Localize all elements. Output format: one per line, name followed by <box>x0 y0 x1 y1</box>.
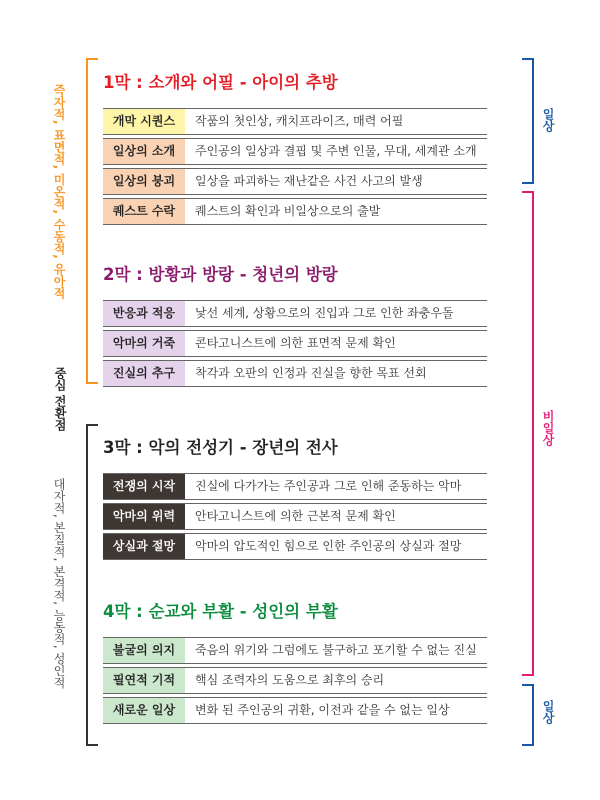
row-tag: 새로운 일상 <box>103 698 185 723</box>
row-tag: 악마의 거죽 <box>103 331 185 356</box>
act-row <box>103 637 487 664</box>
act-row <box>103 138 487 165</box>
act-title: 1막 : 소개와 어필 - 아이의 추방 <box>103 73 338 92</box>
row-tag: 전쟁의 시작 <box>103 474 185 499</box>
row-desc: 낯선 세계, 상황으로의 진입과 그로 인한 좌충우돌 <box>195 306 454 320</box>
act-row <box>103 300 487 327</box>
act-row <box>103 473 487 500</box>
row-tag: 필연적 기적 <box>103 668 185 693</box>
row-tag: 진실의 추구 <box>103 361 185 386</box>
left-bottom-label: 대자적, 본질적, 본격적, 능동적, 성인적 <box>52 478 66 689</box>
row-desc: 주인공의 일상과 결핍 및 주변 인물, 무대, 세계관 소개 <box>195 144 477 158</box>
row-desc: 퀘스트의 확인과 비일상으로의 출발 <box>195 204 381 218</box>
act-row <box>103 697 487 724</box>
act-row <box>103 533 487 560</box>
right-bottom-label: 일상 <box>541 700 555 724</box>
right-middle-label: 비일상 <box>541 410 555 446</box>
act-row <box>103 198 487 225</box>
act-title: 3막 : 악의 전성기 - 장년의 전사 <box>103 438 338 457</box>
act-2 <box>103 261 487 390</box>
row-tag: 일상의 붕괴 <box>103 169 185 194</box>
row-desc: 핵심 조력자의 도움으로 최후의 승리 <box>195 673 385 687</box>
act-row <box>103 330 487 357</box>
right-top-label: 일상 <box>541 108 555 132</box>
row-desc: 안타고니스트에 의한 근본적 문제 확인 <box>195 509 396 523</box>
left-top-label: 즉자적, 표면적, 미온적, 수동적, 유아적 <box>52 84 66 299</box>
row-desc: 죽음의 위기와 그럼에도 불구하고 포기할 수 없는 진실 <box>195 643 477 657</box>
act-1 <box>103 69 487 228</box>
act-4 <box>103 598 487 727</box>
act-3 <box>103 434 487 563</box>
row-tag: 일상의 소개 <box>103 139 185 164</box>
act-title: 2막 : 방황과 방랑 - 청년의 방랑 <box>103 265 338 284</box>
row-desc: 작품의 첫인상, 캐치프라이즈, 매력 어필 <box>195 114 404 128</box>
left-center-label: 중심 전환점 <box>53 367 67 432</box>
left-bracket-orange <box>86 58 98 384</box>
right-bracket-middle <box>522 191 534 676</box>
act-row <box>103 667 487 694</box>
row-desc: 착각과 오판의 인정과 진실을 향한 목표 선회 <box>195 366 427 380</box>
act-row <box>103 168 487 195</box>
right-bracket-top <box>522 58 534 184</box>
act-row <box>103 360 487 387</box>
right-bracket-bottom <box>522 684 534 746</box>
row-tag: 불굴의 의지 <box>103 638 185 663</box>
act-row <box>103 503 487 530</box>
row-tag: 반응과 적응 <box>103 301 185 326</box>
row-tag: 개막 시퀀스 <box>103 109 185 134</box>
act-title: 4막 : 순교와 부활 - 성인의 부활 <box>103 602 338 621</box>
row-desc: 진실에 다가가는 주인공과 그로 인해 준동하는 악마 <box>195 479 462 493</box>
row-tag: 상실과 절망 <box>103 534 185 559</box>
row-desc: 일상을 파괴하는 재난같은 사건 사고의 발생 <box>195 174 423 188</box>
row-desc: 악마의 압도적인 힘으로 인한 주인공의 상실과 절망 <box>195 539 462 553</box>
row-desc: 콘타고니스트에 의한 표면적 문제 확인 <box>195 336 396 350</box>
act-row <box>103 108 487 135</box>
row-desc: 변화 된 주인공의 귀환, 이전과 같을 수 없는 일상 <box>195 703 450 717</box>
row-tag: 퀘스트 수락 <box>103 199 185 224</box>
left-bracket-black <box>86 424 98 746</box>
row-tag: 악마의 위력 <box>103 504 185 529</box>
